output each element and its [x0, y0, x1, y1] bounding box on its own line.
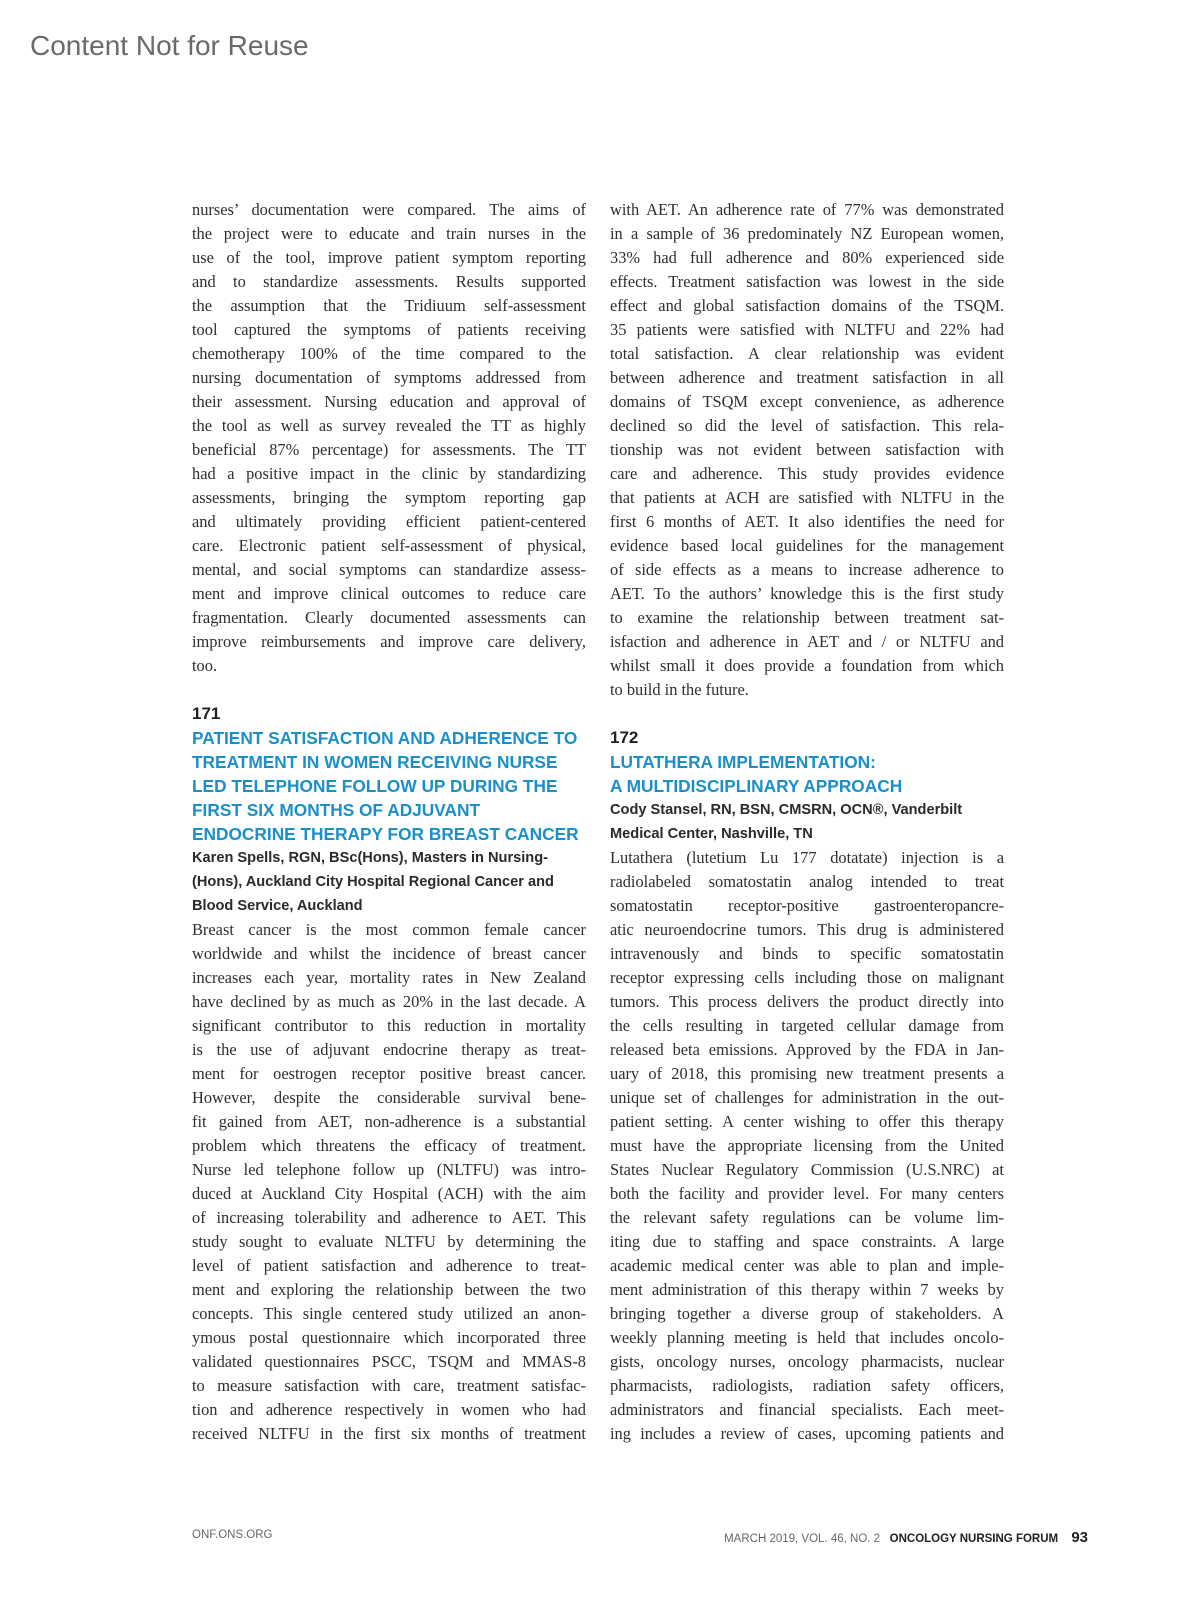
text-line: receptor expressing cells including those on malignant	[610, 968, 1004, 987]
text-line: pharmacists, radiologists, radiation safety officers,	[610, 1376, 1004, 1395]
right-column-continued-text	[610, 198, 1004, 702]
text-line: Medical Center, Nashville, TN	[610, 826, 813, 842]
text-line: and to standardize assessments. Results supported	[192, 272, 586, 291]
text-line: problem which threatens the efficacy of treatment.	[192, 1136, 586, 1155]
text-line: somatostatin receptor-positive gastroenteropancre-	[610, 896, 1004, 915]
text-line: the assumption that the Tridiuum self-assessment	[192, 296, 586, 315]
text-line: fit gained from AET, non-adherence is a substantial	[192, 1112, 586, 1131]
text-line: effect and global satisfaction domains of the TSQM.	[610, 296, 1004, 315]
footer-issue: MARCH 2019, VOL. 46, NO. 2	[724, 1533, 881, 1545]
text-line: duced at Auckland City Hospital (ACH) with the aim	[192, 1184, 586, 1203]
text-line: of side effects as a means to increase adherence to	[610, 560, 1004, 579]
text-line: first 6 months of AET. It also identifies the need for	[610, 512, 1004, 531]
abstract-number: 172	[610, 728, 639, 747]
text-line: to measure satisfaction with care, treatment satisfac-	[192, 1376, 586, 1395]
text-line: LED TELEPHONE FOLLOW UP DURING THE	[192, 776, 558, 796]
text-line: ment administration of this therapy within 7 weeks by	[610, 1280, 1004, 1299]
text-line: However, despite the considerable survival bene-	[192, 1088, 586, 1107]
text-line: care. Electronic patient self-assessment of physical,	[192, 536, 586, 555]
text-line: the relevant safety regulations can be volume lim-	[610, 1208, 1004, 1227]
text-line: intravenously and binds to specific somatostatin	[610, 944, 1004, 963]
text-line: 33% had full adherence and 80% experienced side	[610, 248, 1004, 267]
text-line: evidence based local guidelines for the management	[610, 536, 1004, 555]
text-line: the cells resulting in targeted cellular damage from	[610, 1016, 1004, 1035]
text-line: atic neuroendocrine tumors. This drug is administered	[610, 920, 1004, 939]
footer-journal: ONCOLOGY NURSING FORUM	[889, 1533, 1059, 1545]
text-line: ment for oestrogen receptor positive breast cancer.	[192, 1064, 586, 1083]
text-line: too.	[192, 656, 218, 675]
footer-website: ONF.ONS.ORG	[192, 1529, 273, 1541]
text-line: (Hons), Auckland City Hospital Regional Cancer and	[192, 874, 554, 890]
text-line: their assessment. Nursing education and approval of	[192, 392, 586, 411]
text-line: ment and improve clinical outcomes to reduce care	[192, 584, 586, 603]
text-line: study sought to evaluate NLTFU by determining the	[192, 1232, 586, 1251]
page-number: 93	[1071, 1529, 1088, 1546]
text-line: assessments, bringing the symptom reporting gap	[192, 488, 586, 507]
text-line: nurses’ documentation were compared. The aims of	[192, 200, 586, 219]
text-line: iting due to staffing and space constraints. A large	[610, 1232, 1004, 1251]
text-line: Karen Spells, RGN, BSc(Hons), Masters in Nursing-	[192, 850, 548, 866]
text-line: have declined by as much as 20% in the last decade. A	[192, 992, 586, 1011]
text-line: ymous postal questionnaire which incorporated three	[192, 1328, 586, 1347]
text-line: ing includes a review of cases, upcoming patients and	[610, 1424, 1004, 1443]
text-line: concepts. This single centered study utilized an anon-	[192, 1304, 586, 1323]
text-line: had a positive impact in the clinic by standardizing	[192, 464, 586, 483]
text-line: administrators and financial specialists. Each meet-	[610, 1400, 1004, 1419]
text-line: weekly planning meeting is held that includes oncolo-	[610, 1328, 1004, 1347]
text-line: nursing documentation of symptoms addressed from	[192, 368, 586, 387]
text-line: use of the tool, improve patient symptom reporting	[192, 248, 586, 267]
abstract-authors	[192, 846, 586, 918]
text-line: significant contributor to this reduction in mortality	[192, 1016, 586, 1035]
text-line: chemotherapy 100% of the time compared to the	[192, 344, 586, 363]
left-column-continued-text	[192, 198, 586, 678]
text-line: whilst small it does provide a foundation from which	[610, 656, 1004, 675]
text-line: must have the appropriate licensing from the United	[610, 1136, 1004, 1155]
text-line: both the facility and provider level. For many centers	[610, 1184, 1004, 1203]
text-line: is the use of adjuvant endocrine therapy as treat-	[192, 1040, 586, 1059]
text-line: of increasing tolerability and adherence to AET. This	[192, 1208, 586, 1227]
text-line: domains of TSQM except convenience, as adherence	[610, 392, 1004, 411]
text-line: the tool as well as survey revealed the TT as highly	[192, 416, 586, 435]
text-line: released beta emissions. Approved by the FDA in Jan-	[610, 1040, 1004, 1059]
text-line: TREATMENT IN WOMEN RECEIVING NURSE	[192, 752, 558, 772]
text-line: worldwide and whilst the incidence of breast cancer	[192, 944, 586, 963]
text-line: improve reimbursements and improve care delivery,	[192, 632, 586, 651]
text-line: and ultimately providing efficient patient-centered	[192, 512, 586, 531]
text-line: validated questionnaires PSCC, TSQM and MMAS-8	[192, 1352, 586, 1371]
text-line: beneficial 87% percentage) for assessments. The TT	[192, 440, 586, 459]
abstract-number: 171	[192, 704, 221, 723]
text-line: academic medical center was able to plan and imple-	[610, 1256, 1004, 1275]
text-line: uary of 2018, this promising new treatment presents a	[610, 1064, 1004, 1083]
text-line: mental, and social symptoms can standardize assess-	[192, 560, 586, 579]
text-line: A MULTIDISCIPLINARY APPROACH	[610, 776, 903, 796]
text-line: patient setting. A center wishing to offer this therapy	[610, 1112, 1004, 1131]
abstract-body	[610, 846, 1004, 1446]
text-line: LUTATHERA IMPLEMENTATION:	[610, 752, 876, 772]
text-line: tumors. This process delivers the product directly into	[610, 992, 1004, 1011]
text-line: States Nuclear Regulatory Commission (U.S.NRC) at	[610, 1160, 1004, 1179]
footer-issue-info	[724, 1529, 1088, 1546]
watermark-label: Content Not for Reuse	[30, 30, 309, 61]
paragraph	[192, 198, 586, 678]
text-line: level of patient satisfaction and adherence to treat-	[192, 1256, 586, 1275]
text-line: unique set of challenges for administration in the out-	[610, 1088, 1004, 1107]
text-line: isfaction and adherence in AET and / or NLTFU and	[610, 632, 1004, 651]
text-line: care and adherence. This study provides evidence	[610, 464, 1004, 483]
text-line: to build in the future.	[610, 680, 749, 699]
abstract-title	[192, 726, 586, 846]
text-line: gists, oncology nurses, oncology pharmacists, nuclear	[610, 1352, 1004, 1371]
text-line: 35 patients were satisfied with NLTFU and 22% had	[610, 320, 1004, 339]
text-line: FIRST SIX MONTHS OF ADJUVANT	[192, 800, 481, 820]
text-line: Cody Stansel, RN, BSN, CMSRN, OCN®, Vanderbilt	[610, 802, 963, 818]
paragraph	[610, 198, 1004, 702]
text-line: in a sample of 36 predominately NZ European women,	[610, 224, 1004, 243]
text-line: declined so did the level of satisfaction. This rela-	[610, 416, 1004, 435]
text-line: between adherence and treatment satisfaction in all	[610, 368, 1004, 387]
text-line: received NLTFU in the first six months of treatment	[192, 1424, 586, 1443]
text-line: tion and adherence respectively in women who had	[192, 1400, 586, 1419]
text-line: tool captured the symptoms of patients receiving	[192, 320, 586, 339]
text-line: Nurse led telephone follow up (NLTFU) was intro-	[192, 1160, 586, 1179]
abstract-title	[610, 750, 1004, 798]
abstract-authors	[610, 798, 1004, 846]
text-line: bringing together a diverse group of stakeholders. A	[610, 1304, 1004, 1323]
text-line: ENDOCRINE THERAPY FOR BREAST CANCER	[192, 824, 579, 844]
text-line: PATIENT SATISFACTION AND ADHERENCE TO	[192, 728, 578, 748]
text-line: ment and exploring the relationship between the two	[192, 1280, 586, 1299]
text-line: that patients at ACH are satisfied with NLTFU in the	[610, 488, 1004, 507]
text-line: Breast cancer is the most common female cancer	[192, 920, 586, 939]
text-line: total satisfaction. A clear relationship was evident	[610, 344, 1004, 363]
text-line: tionship was not evident between satisfaction with	[610, 440, 1004, 459]
abstract-body	[192, 918, 586, 1446]
text-line: fragmentation. Clearly documented assessments can	[192, 608, 586, 627]
text-line: radiolabeled somatostatin analog intended to treat	[610, 872, 1004, 891]
text-line: increases each year, mortality rates in New Zealand	[192, 968, 586, 987]
text-line: Blood Service, Auckland	[192, 898, 363, 914]
text-line: the project were to educate and train nurses in the	[192, 224, 586, 243]
text-line: AET. To the authors’ knowledge this is the first study	[610, 584, 1004, 603]
text-line: Lutathera (lutetium Lu 177 dotatate) injection is a	[610, 848, 1004, 867]
text-line: effects. Treatment satisfaction was lowest in the side	[610, 272, 1004, 291]
abstract-171	[192, 702, 586, 1446]
abstract-172	[610, 726, 1004, 1446]
text-line: to examine the relationship between treatment sat-	[610, 608, 1004, 627]
text-line: with AET. An adherence rate of 77% was demonstrated	[610, 200, 1004, 219]
